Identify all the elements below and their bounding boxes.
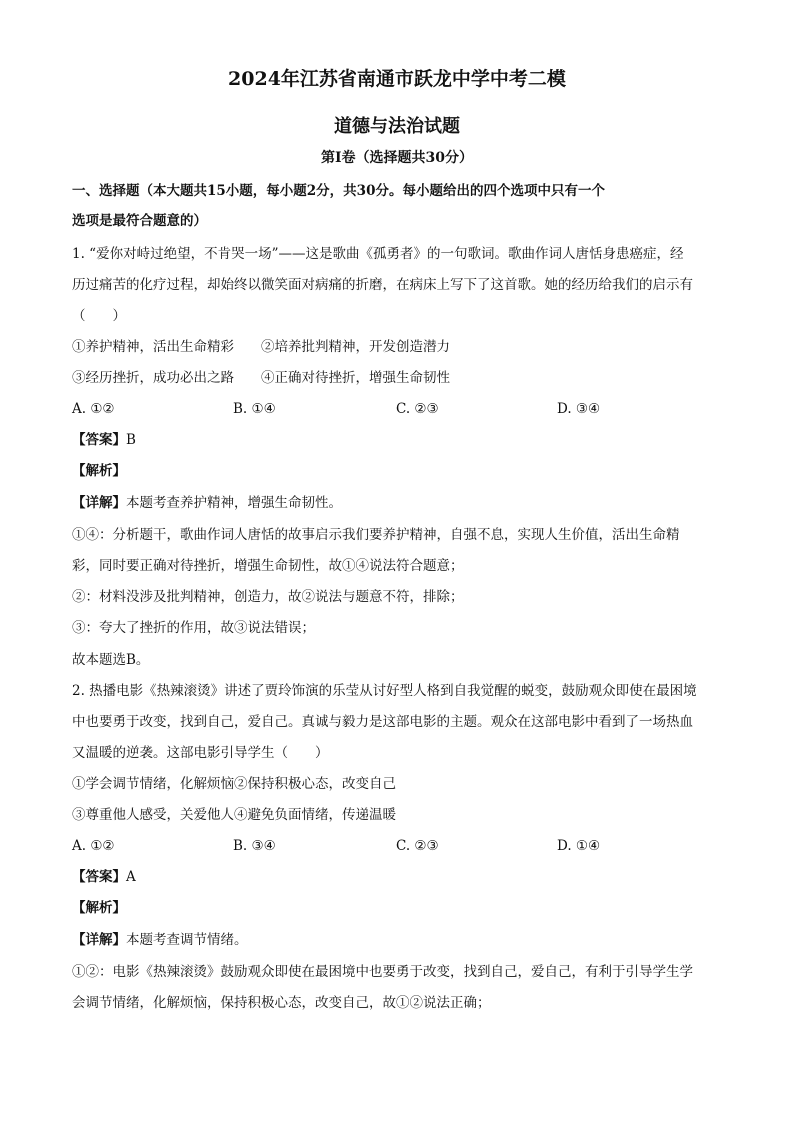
q1-stem-line2: 历过痛苦的化疗过程，却始终以微笑面对病痛的折磨，在病床上写下了这首歌。她的经历给我们的启示有 [72, 277, 693, 293]
section-heading-line2: 选项是最符合题意的） [72, 213, 207, 229]
q2-option-d: D. ①④ [557, 838, 601, 854]
q1-items-line2: ③经历挫折，成功必出之路 ④正确对待挫折，增强生命韧性 [72, 370, 450, 386]
exam-title: 2024年江苏省南通市跃龙中学中考二模 [228, 68, 566, 90]
q1-answer [72, 430, 136, 450]
volume-title: 第Ⅰ卷（选择题共30分） [320, 150, 474, 166]
section-heading-line1: 一、选择题（本大题共15小题，每小题2分，共30分。每小题给出的四个选项中只有一个 [72, 183, 605, 199]
q1-stem-line3: （ ） [72, 308, 126, 324]
detail-text: 本题考查养护精神，增强生命韧性。 [126, 495, 342, 511]
q2-stem-line3: 又温暖的逆袭。这部电影引导学生（ ） [72, 745, 329, 761]
q2-answer [72, 867, 136, 887]
q1-items-line1: ①养护精神，活出生命精彩 ②培养批判精神，开发创造潜力 [72, 339, 450, 355]
q1-explain-line3: ②：材料没涉及批判精神，创造力，故②说法与题意不符，排除； [72, 589, 464, 605]
q1-option-c: C. ②③ [396, 401, 439, 417]
answer-value: B [126, 432, 136, 448]
q2-option-c: C. ②③ [396, 838, 439, 854]
q2-stem-line2: 中也要勇于改变，找到自己，爱自己。真诚与毅力是这部电影的主题。观众在这部电影中看到了一场热血 [72, 714, 693, 730]
q2-analysis-label: 【解析】 [72, 900, 126, 916]
answer-label: 【答案】 [72, 432, 126, 448]
q2-option-b: B. ③④ [233, 838, 276, 854]
q2-items-line2: ③尊重他人感受，关爱他人④避免负面情绪，传递温暖 [72, 807, 396, 823]
q1-conclusion: 故本题选B。 [72, 652, 150, 668]
q1-stem-line1: 1. “爱你对峙过绝望，不肯哭一场”——这是歌曲《孤勇者》的一句歌词。歌曲作词人唐恬身患癌症，经 [72, 246, 684, 262]
q2-explain-line2: 会调节情绪，化解烦恼，保持积极心态，改变自己，故①②说法正确； [72, 995, 491, 1011]
answer-label: 【答案】 [72, 869, 126, 885]
detail-text: 本题考查调节情绪。 [126, 932, 248, 948]
q2-items-line1: ①学会调节情绪，化解烦恼②保持积极心态，改变自己 [72, 776, 396, 792]
q1-analysis-label: 【解析】 [72, 463, 126, 479]
subject-title: 道德与法治试题 [334, 116, 460, 137]
q2-stem-line1: 2. 热播电影《热辣滚烫》讲述了贾玲饰演的乐莹从讨好型人格到自我觉醒的蜕变，鼓励观众即使在最困境 [72, 683, 697, 699]
q1-explain-line4: ③：夸大了挫折的作用，故③说法错误； [72, 620, 315, 636]
q1-explain-line1: ①④：分析题干，歌曲作词人唐恬的故事启示我们要养护精神，自强不息，实现人生价值，活出生命精 [72, 527, 680, 543]
q1-option-d: D. ③④ [557, 401, 601, 417]
q1-option-b: B. ①④ [233, 401, 276, 417]
answer-value: A [126, 869, 136, 885]
q1-explain-line2: 彩，同时要正确对待挫折，增强生命韧性，故①④说法符合题意； [72, 558, 464, 574]
q1-detail [72, 493, 342, 513]
q2-detail [72, 930, 248, 950]
detail-label: 【详解】 [72, 495, 126, 511]
detail-label: 【详解】 [72, 932, 126, 948]
q2-option-a: A. ①② [72, 838, 115, 854]
q1-option-a: A. ①② [72, 401, 115, 417]
q2-explain-line1: ①②：电影《热辣滚烫》鼓励观众即使在最困境中也要勇于改变，找到自己，爱自己，有利于引导学生学 [72, 964, 693, 980]
